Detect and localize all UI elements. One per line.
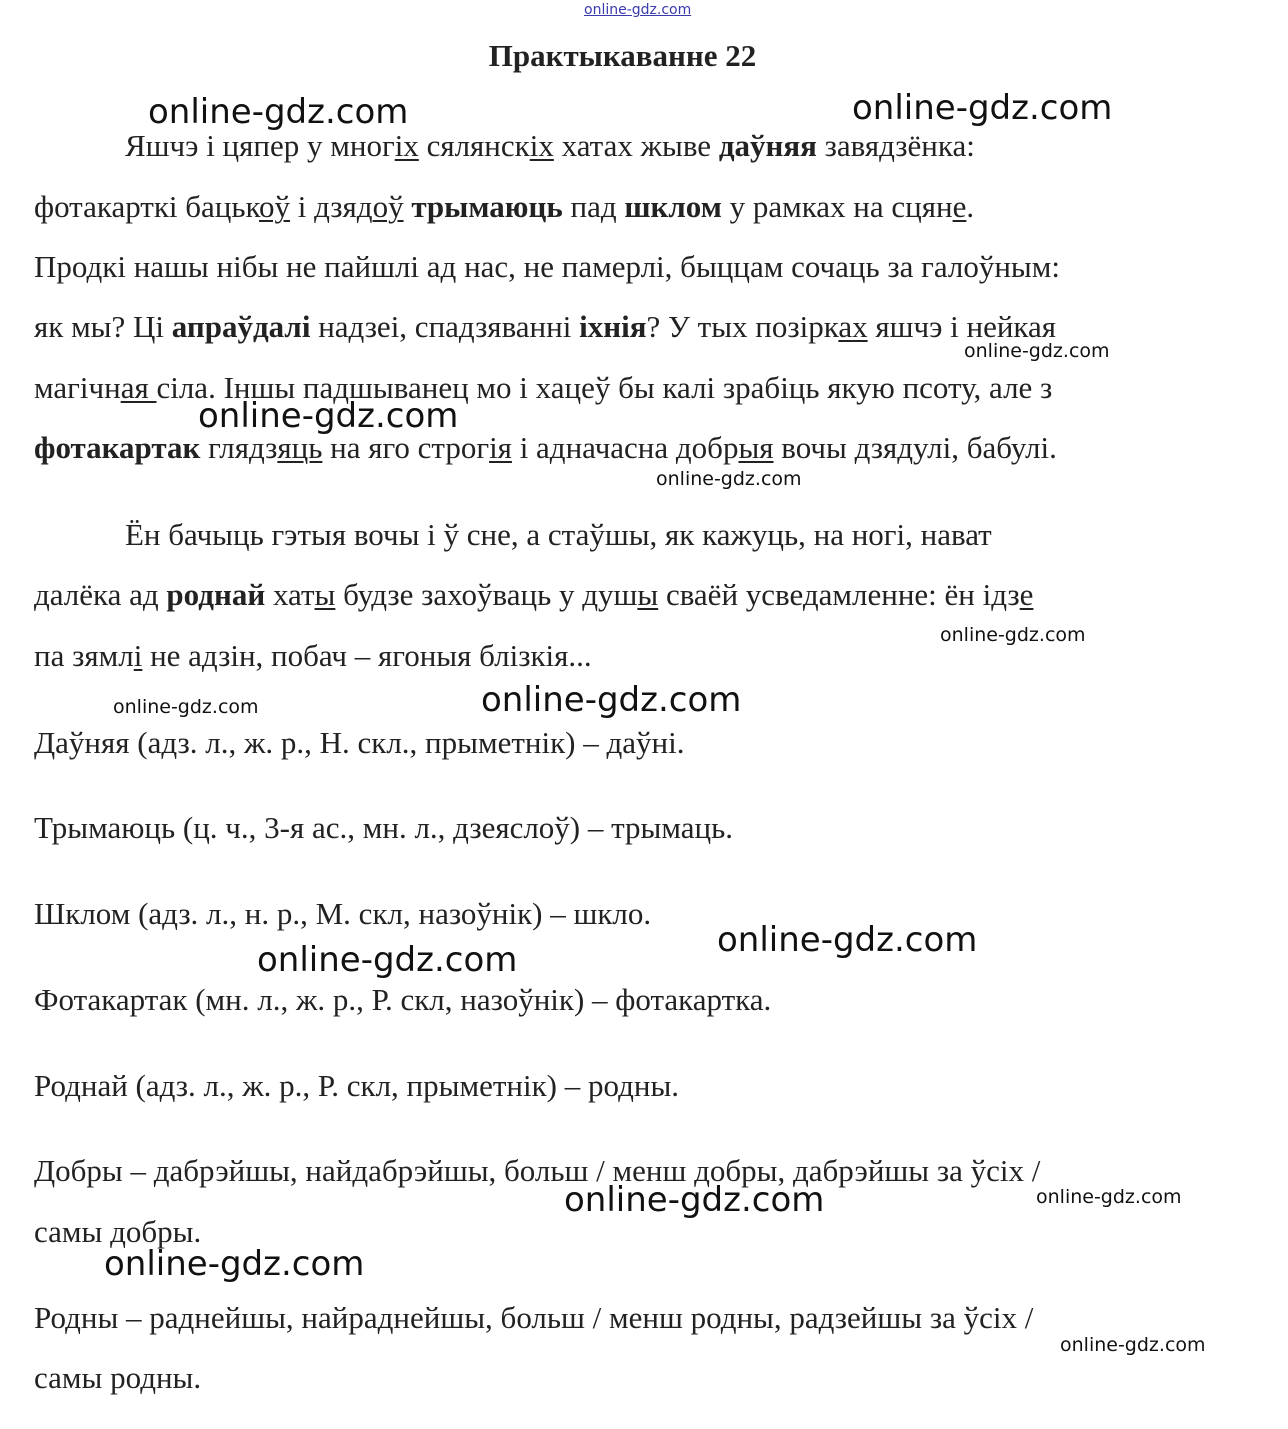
text-span: у рамках на сцян (721, 189, 953, 224)
ending-underlined: іх (529, 128, 554, 163)
paragraph1-line1 (125, 128, 975, 164)
ending-underlined: ы (314, 577, 336, 612)
watermark: online-gdz.com (198, 396, 459, 436)
text-span: будзе захоўваць у душ (335, 577, 638, 612)
ending-underlined: оў (259, 189, 291, 224)
text-span: сіла. Іншы падшыванец мо і хацеў бы калі зрабіць якую псоту, але з (156, 370, 1053, 405)
watermark: online-gdz.com (964, 340, 1110, 362)
watermark: online-gdz.com (148, 92, 409, 132)
watermark: online-gdz.com (481, 680, 742, 720)
page-title: Практыкаванне 22 (488, 38, 757, 73)
watermark: online-gdz.com (656, 468, 802, 490)
text-span: Яшчэ і цяпер у мног (125, 128, 395, 163)
comparison-dobry-line2: самы добры. (34, 1214, 202, 1249)
paragraph2-line1: Ён бачыць гэтыя вочы і ў сне, а стаўшы, як кажуць, на ногі, нават (125, 517, 992, 552)
ending-underlined: ыя (738, 430, 774, 465)
text-span: пад (562, 189, 625, 224)
analysis-item-fotakartak: Фотакартак (мн. л., ж. р., Р. скл, назоўнік) – фотакартка. (34, 982, 772, 1017)
watermark: online-gdz.com (113, 696, 259, 718)
bold-word: апраўдалі (171, 309, 311, 344)
ending-underlined: е (1019, 577, 1034, 612)
watermark: online-gdz.com (940, 624, 1086, 646)
text-span: завядзёнка: (816, 128, 975, 163)
top-watermark: online-gdz.com (584, 2, 692, 18)
text-span: далёка ад (34, 577, 167, 612)
bold-word: фотакартак (34, 430, 201, 465)
watermark: online-gdz.com (852, 88, 1113, 128)
text-span: глядз (200, 430, 278, 465)
paragraph2-line2 (34, 577, 1033, 613)
ending-underlined: ах (838, 309, 868, 344)
analysis-item-rodnay: Роднай (адз. л., ж. р., Р. скл, прыметнік) – родны. (34, 1068, 680, 1103)
watermark: online-gdz.com (1036, 1186, 1182, 1208)
watermark: online-gdz.com (1060, 1334, 1206, 1356)
paragraph1-line2 (34, 189, 974, 225)
text-span: фотакарткі бацьк (34, 189, 260, 224)
watermark: online-gdz.com (564, 1180, 825, 1220)
analysis-item-trymayuts: Трымаюць (ц. ч., 3-я ас., мн. л., дзеяслоў) – трымаць. (34, 810, 734, 845)
ending-underlined: оў (372, 189, 404, 224)
bold-word: іхнія (579, 309, 647, 344)
bold-word: шклом (624, 189, 722, 224)
text-span: і дзяд (290, 189, 373, 224)
text-span: і адначасна добр (511, 430, 739, 465)
text-span: ? У тых позірк (646, 309, 839, 344)
ending-underlined: е (952, 189, 967, 224)
comparison-rodny-line1: Родны – раднейшы, найраднейшы, больш / менш родны, радзейшы за ўсіх / (34, 1300, 1034, 1335)
watermark: online-gdz.com (257, 940, 518, 980)
bold-word: роднай (166, 577, 266, 612)
paragraph2-line3 (34, 638, 592, 674)
comparison-dobry-line1: Добры – дабрэйшы, найдабрэйшы, больш / менш добры, дабрэйшы за ўсіх / (34, 1153, 1041, 1188)
ending-underlined: і (133, 638, 143, 673)
text-span: яшчэ і нейкая (867, 309, 1057, 344)
text-span: . (966, 189, 975, 224)
text-span: магічн (34, 370, 121, 405)
paragraph1-line4 (34, 309, 1056, 345)
bold-word: трымаюць (411, 189, 563, 224)
text-span: па зямл (34, 638, 134, 673)
paragraph1-line3: Продкі нашы нібы не пайшлі ад нас, не памерлі, быццам сочаць за галоўным: (34, 249, 1060, 284)
text-span: надзеі, спадзяванні (310, 309, 580, 344)
bold-word: даўняя (718, 128, 817, 163)
comparison-rodny-line2: самы родны. (34, 1360, 202, 1395)
watermark: online-gdz.com (717, 920, 978, 960)
text-span: як мы? Ці (34, 309, 172, 344)
text-span: сялянск (418, 128, 530, 163)
text-span: на яго строг (322, 430, 490, 465)
analysis-item-daunyaya: Даўняя (адз. л., ж. р., Н. скл., прыметнік) – даўні. (34, 725, 685, 760)
paragraph1-line6 (34, 430, 1057, 466)
ending-underlined: іх (394, 128, 419, 163)
text-span: вочы дзядулі, бабулі. (773, 430, 1057, 465)
paragraph1-line5 (34, 370, 1052, 406)
ending-underlined: ы (637, 577, 659, 612)
ending-underlined: яць (277, 430, 323, 465)
text-span: хат (265, 577, 315, 612)
text-span: не адзін, побач – ягоныя блізкія... (142, 638, 592, 673)
ending-underlined: ія (489, 430, 512, 465)
text-span: хатах жыве (553, 128, 719, 163)
text-span: сваёй усведамленне: ён ідз (658, 577, 1020, 612)
analysis-item-shklom: Шклом (адз. л., н. р., М. скл, назоўнік) – шкло. (34, 896, 652, 931)
watermark: online-gdz.com (104, 1244, 365, 1284)
ending-underlined: ая (120, 370, 157, 405)
